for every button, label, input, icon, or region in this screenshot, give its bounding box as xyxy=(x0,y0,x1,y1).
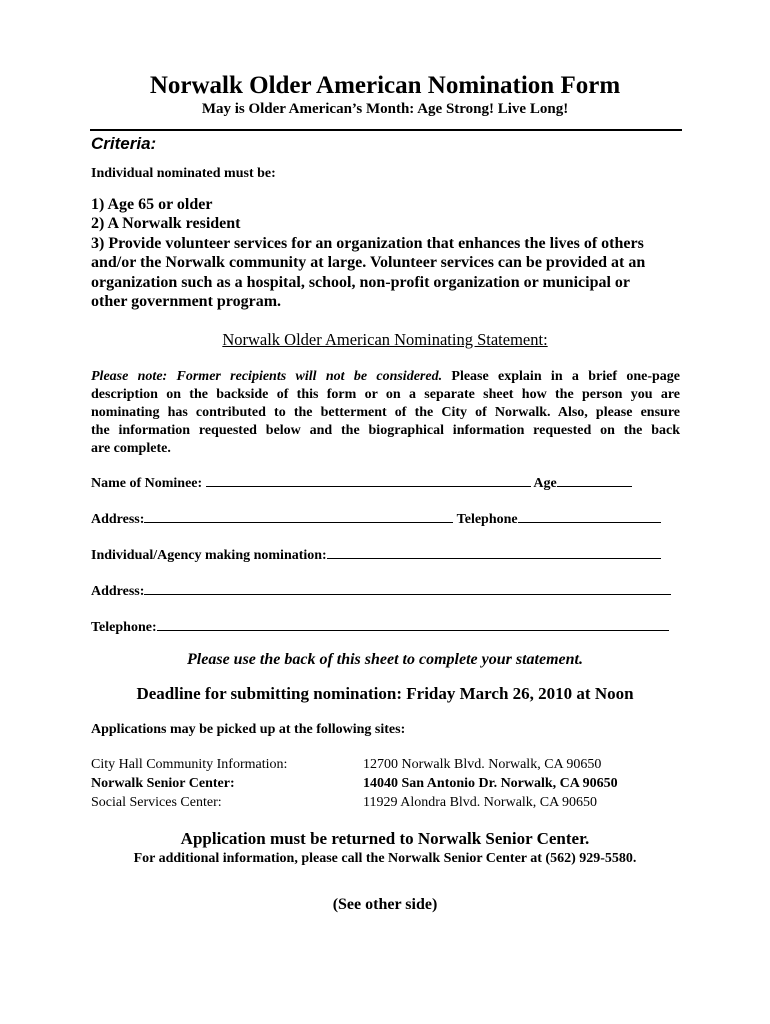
return-instruction: Application must be returned to Norwalk Senior Center. xyxy=(180,829,590,848)
agency-address-row xyxy=(91,580,671,600)
page-subtitle: May is Older American’s Month: Age Strong! Live Long! xyxy=(201,101,569,117)
criteria-line: 1) Age 65 or older xyxy=(91,196,213,213)
criteria-line: organization such as a hospital, school, non-profit organization or municipal or xyxy=(91,274,631,291)
site-name: Norwalk Senior Center: xyxy=(91,776,235,791)
agency-telephone-field[interactable] xyxy=(157,616,669,631)
note-text: Please explain in a brief one-page xyxy=(451,369,681,384)
page-title: Norwalk Older American Nomination Form xyxy=(149,72,621,99)
agency-address-field[interactable] xyxy=(144,580,671,595)
agency-row xyxy=(91,544,661,564)
telephone-label: Telephone xyxy=(456,512,518,527)
note-line-3: nominating has contributed to the betterment of the City of Norwalk. Also, please ensure xyxy=(91,405,680,420)
nominee-name-field[interactable] xyxy=(206,472,531,487)
site-address: 11929 Alondra Blvd. Norwalk, CA 90650 xyxy=(363,795,597,810)
criteria-line: 3) Provide volunteer services for an organization that enhances the lives of others xyxy=(91,235,644,252)
criteria-heading: Criteria: xyxy=(91,134,157,153)
age-field[interactable] xyxy=(557,472,632,487)
site-address: 12700 Norwalk Blvd. Norwalk, CA 90650 xyxy=(363,757,602,772)
agency-telephone-row xyxy=(91,616,669,636)
see-other-side: (See other side) xyxy=(332,896,438,913)
criteria-line: other government program. xyxy=(91,293,282,310)
nominee-row xyxy=(91,472,632,492)
note-line-4: the information requested below and the biographical information requested on the back xyxy=(91,423,680,438)
telephone-field[interactable] xyxy=(518,508,661,523)
pickup-heading: Applications may be picked up at the following sites: xyxy=(91,722,406,737)
note-line-1 xyxy=(91,368,680,386)
agency-label: Individual/Agency making nomination: xyxy=(91,548,327,563)
agency-telephone-label: Telephone: xyxy=(91,620,157,635)
nominee-label: Name of Nominee: xyxy=(91,476,203,491)
address-label: Address: xyxy=(91,512,145,527)
header-divider xyxy=(90,129,682,131)
nominee-address-row xyxy=(91,508,661,528)
site-address: 14040 San Antonio Dr. Norwalk, CA 90650 xyxy=(363,776,618,791)
note-italic: Please note: Former recipients will not be considered. xyxy=(91,369,443,384)
statement-heading: Norwalk Older American Nominating Statement: xyxy=(222,330,548,349)
statement-note xyxy=(91,368,680,458)
site-name: Social Services Center: xyxy=(91,795,222,810)
note-line-2: description on the backside of this form or on a separate sheet how the person you are xyxy=(91,387,680,402)
criteria-line: and/or the Norwalk community at large. Volunteer services can be provided at an xyxy=(91,254,646,271)
agency-address-label: Address: xyxy=(91,584,145,599)
address-field[interactable] xyxy=(144,508,453,523)
contact-info: For additional information, please call the Norwalk Senior Center at (562) 929-5580. xyxy=(133,851,637,866)
criteria-line: 2) A Norwalk resident xyxy=(91,215,241,232)
deadline: Deadline for submitting nomination: Friday March 26, 2010 at Noon xyxy=(136,684,634,703)
back-note: Please use the back of this sheet to complete your statement. xyxy=(187,651,583,668)
note-line-5: are complete. xyxy=(91,441,171,456)
site-name: City Hall Community Information: xyxy=(91,757,288,772)
agency-field[interactable] xyxy=(327,544,661,559)
age-label: Age xyxy=(533,476,557,491)
criteria-intro: Individual nominated must be: xyxy=(91,166,276,181)
